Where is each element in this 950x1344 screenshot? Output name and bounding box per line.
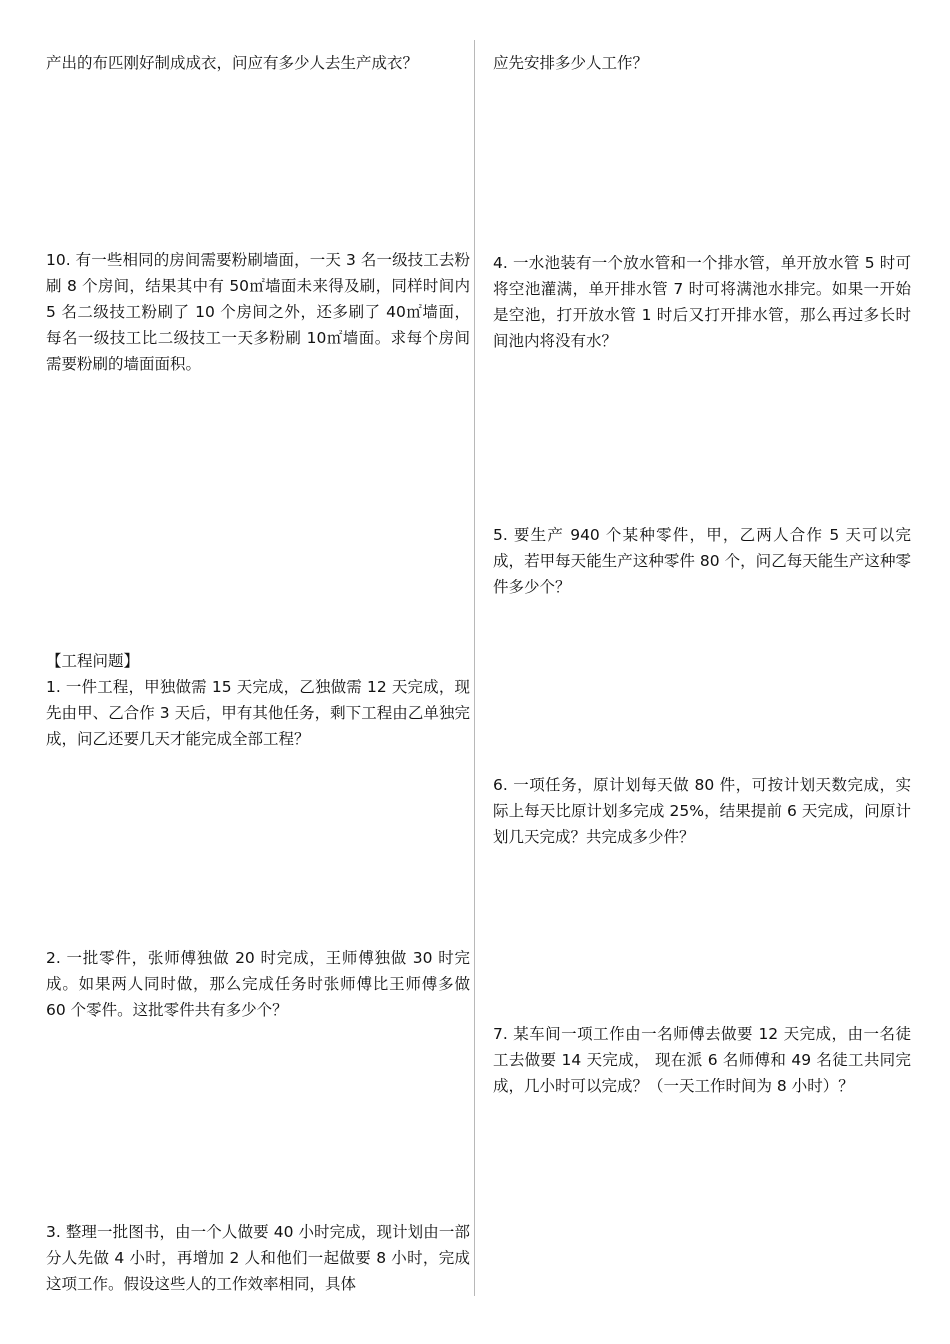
engineering-question-1: 1. 一件工程，甲独做需 15 天完成，乙独做需 12 天完成，现先由甲、乙合作 3 天后，甲有其他任务，剩下工程由乙单独完成，问乙还要几天才能完成全部工程？ bbox=[46, 678, 470, 748]
question-9-continuation: 产出的布匹刚好制成成衣，问应有多少人去生产成衣？ bbox=[46, 54, 419, 72]
engineering-question-6: 6. 一项任务，原计划每天做 80 件，可按计划天数完成，实际上每天比原计划多完成 25%，结果提前 6 天完成，问原计划几天完成？共完成多少件？ bbox=[493, 776, 911, 846]
column-divider bbox=[474, 40, 475, 1296]
question-3-continuation: 应先安排多少人工作？ bbox=[493, 54, 649, 72]
engineering-question-3: 3. 整理一批图书，由一个人做要 40 小时完成，现计划由一部分人先做 4 小时，再增加 2 人和他们一起做要 8 小时，完成这项工作。假设这些人的工作效率相同，具体 bbox=[46, 1223, 470, 1293]
engineering-question-4: 4. 一水池装有一个放水管和一个排水管，单开放水管 5 时可将空池灌满，单开排水管 7 时可将满池水排完。如果一开始是空池，打开放水管 1 时后又打开排水管，那么再过多长时间池内将没有水？ bbox=[493, 254, 911, 350]
engineering-question-7: 7. 某车间一项工作由一名师傅去做要 12 天完成，由一名徒工去做要 14 天完成， 现在派 6 名师傅和 49 名徒工共同完成，几小时可以完成？（一天工作时间为 8 小时）？ bbox=[493, 1025, 911, 1095]
engineering-question-2: 2. 一批零件，张师傅独做 20 时完成，王师傅独做 30 时完成。如果两人同时做，那么完成任务时张师傅比王师傅多做 60 个零件。这批零件共有多少个？ bbox=[46, 949, 470, 1019]
section-title-engineering: 【工程问题】 bbox=[46, 652, 140, 670]
engineering-question-5: 5. 要生产 940 个某种零件，甲，乙两人合作 5 天可以完成，若甲每天能生产这种零件 80 个，问乙每天能生产这种零件多少个？ bbox=[493, 526, 911, 596]
question-10: 10. 有一些相同的房间需要粉刷墙面，一天 3 名一级技工去粉刷 8 个房间，结果其中有 50㎡墙面未来得及刷，同样时间内 5 名二级技工粉刷了 10 个房间之外，还多刷了 40㎡墙面，每名一级技工比二级技工一天多粉刷 10㎡墙面。求每个房间需要粉刷的墙面面积。 bbox=[46, 251, 470, 373]
